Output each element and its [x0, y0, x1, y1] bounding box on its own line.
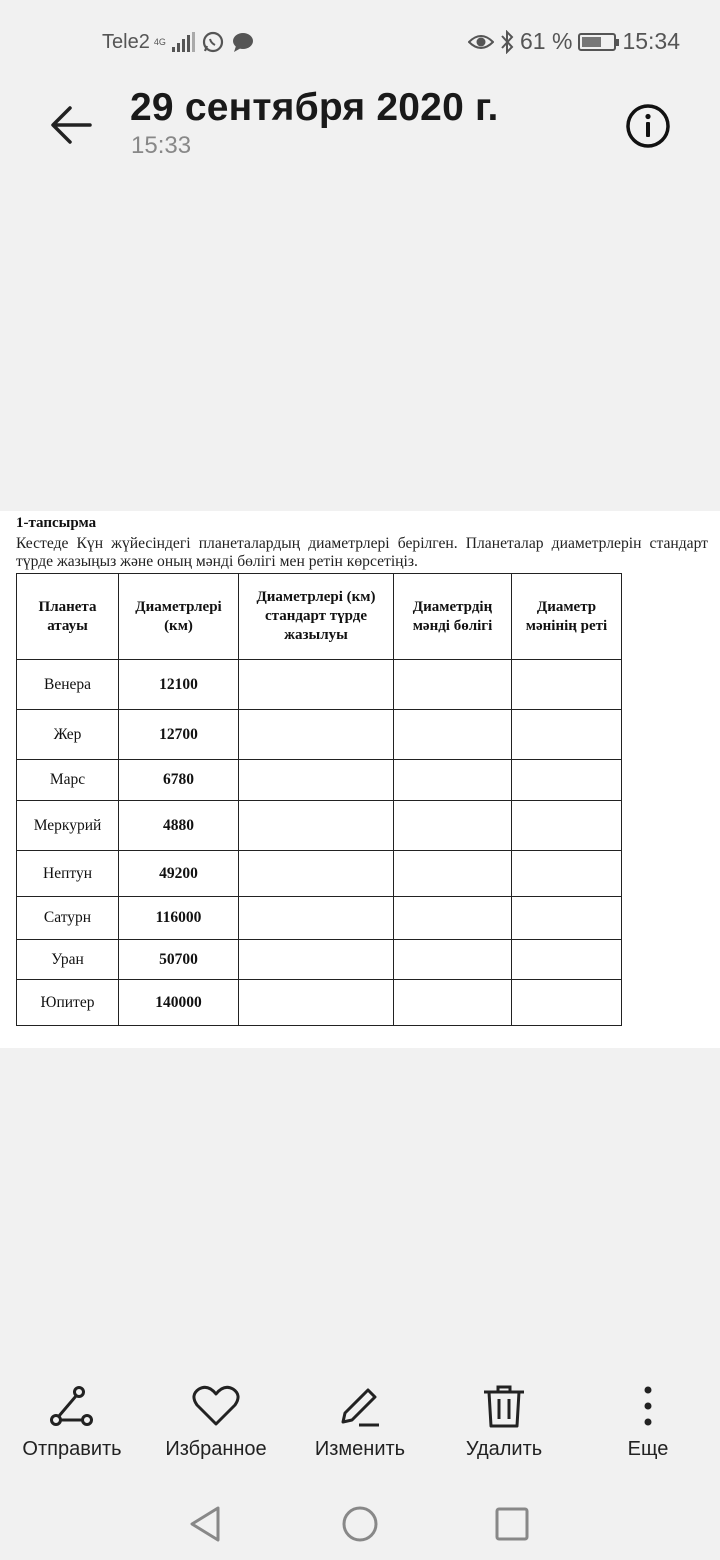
message-icon: [231, 30, 255, 54]
status-right: [468, 28, 680, 55]
back-triangle-icon[interactable]: [182, 1500, 230, 1548]
signal-icon: [172, 32, 195, 52]
table-row: [17, 940, 622, 980]
standard-form-cell: [239, 980, 394, 1026]
diameter-cell: 4880: [119, 801, 239, 851]
diameter-cell: 116000: [119, 897, 239, 940]
favorite-label: Избранное: [165, 1438, 267, 1460]
diameter-cell: 49200: [119, 851, 239, 897]
significant-part-cell: [394, 980, 512, 1026]
standard-form-cell: [239, 940, 394, 980]
col-header-order: Диаметр мәнінің реті: [512, 574, 622, 660]
whatsapp-icon: [201, 30, 225, 54]
significant-part-cell: [394, 897, 512, 940]
order-cell: [512, 980, 622, 1026]
table-header-row: [17, 574, 622, 660]
planet-name-cell: Марс: [17, 760, 119, 801]
significant-part-cell: [394, 940, 512, 980]
planet-name-cell: Меркурий: [17, 801, 119, 851]
pencil-icon: [335, 1384, 385, 1428]
diameter-cell: 50700: [119, 940, 239, 980]
status-left: [102, 30, 255, 54]
col-header-standard-form: Диаметрлері (км) стандарт түрде жазылуы: [239, 574, 394, 660]
more-label: Еще: [627, 1438, 669, 1460]
eye-icon: [468, 32, 494, 52]
order-cell: [512, 851, 622, 897]
standard-form-cell: [239, 897, 394, 940]
info-icon[interactable]: [624, 102, 672, 150]
col-header-significant-part: Диаметрдің мәнді бөлігі: [394, 574, 512, 660]
delete-label: Удалить: [465, 1438, 543, 1460]
table-row: [17, 851, 622, 897]
planet-name-cell: Сатурн: [17, 897, 119, 940]
more-button[interactable]: [576, 1380, 720, 1461]
arrow-left-icon[interactable]: [46, 100, 96, 150]
document-image: [0, 511, 720, 1048]
col-header-diameter: Диаметрлері (км): [119, 574, 239, 660]
edit-label: Изменить: [314, 1438, 406, 1460]
table-row: [17, 710, 622, 760]
planet-name-cell: Уран: [17, 940, 119, 980]
share-label: Отправить: [22, 1438, 122, 1460]
edit-button[interactable]: [288, 1380, 432, 1461]
order-cell: [512, 940, 622, 980]
home-circle-icon[interactable]: [336, 1500, 384, 1548]
task-title: 1-тапсырма: [16, 515, 97, 531]
planet-name-cell: Юпитер: [17, 980, 119, 1026]
table-row: [17, 897, 622, 940]
planet-name-cell: Нептун: [17, 851, 119, 897]
diameter-cell: 12700: [119, 710, 239, 760]
share-button[interactable]: [0, 1380, 144, 1461]
share-icon: [47, 1384, 97, 1428]
planet-name-cell: Венера: [17, 660, 119, 710]
battery-icon: [578, 33, 616, 51]
standard-form-cell: [239, 760, 394, 801]
planet-name-cell: Жер: [17, 710, 119, 760]
system-nav-bar: [0, 1490, 720, 1560]
status-bar: [0, 0, 720, 84]
col-header-planet: Планета атауы: [17, 574, 119, 660]
favorite-button[interactable]: [144, 1380, 288, 1461]
order-cell: [512, 897, 622, 940]
order-cell: [512, 660, 622, 710]
standard-form-cell: [239, 801, 394, 851]
page-subtitle: 15:33: [131, 132, 192, 159]
trash-icon: [479, 1384, 529, 1428]
clock: 15:34: [622, 28, 680, 54]
standard-form-cell: [239, 710, 394, 760]
significant-part-cell: [394, 801, 512, 851]
standard-form-cell: [239, 660, 394, 710]
table-row: [17, 980, 622, 1026]
diameter-cell: 140000: [119, 980, 239, 1026]
significant-part-cell: [394, 710, 512, 760]
order-cell: [512, 801, 622, 851]
heart-icon: [191, 1384, 241, 1428]
table-row: [17, 660, 622, 710]
significant-part-cell: [394, 660, 512, 710]
more-vertical-icon: [623, 1384, 673, 1428]
action-bar: [0, 1380, 720, 1480]
order-cell: [512, 760, 622, 801]
diameter-cell: 12100: [119, 660, 239, 710]
delete-button[interactable]: [432, 1380, 576, 1461]
battery-percent: 61 %: [520, 28, 573, 54]
diameter-cell: 6780: [119, 760, 239, 801]
significant-part-cell: [394, 851, 512, 897]
order-cell: [512, 710, 622, 760]
bluetooth-icon: [500, 30, 514, 54]
task-instruction: Кестеде Күн жүйесіндегі планеталардың диаметрлері берілген. Планеталар диаметрлерін стандарт түрде жазыңыз және оның мәнді бөлігі мен ретін көрсетіңіз.: [16, 535, 708, 570]
page-title: 29 сентября 2020 г.: [130, 86, 499, 129]
significant-part-cell: [394, 760, 512, 801]
standard-form-cell: [239, 851, 394, 897]
recents-square-icon[interactable]: [488, 1500, 536, 1548]
carrier-label: Tele2: [102, 30, 150, 53]
planets-table: [16, 573, 622, 1026]
table-row: [17, 801, 622, 851]
network-type: 4G: [153, 36, 166, 47]
table-row: [17, 760, 622, 801]
